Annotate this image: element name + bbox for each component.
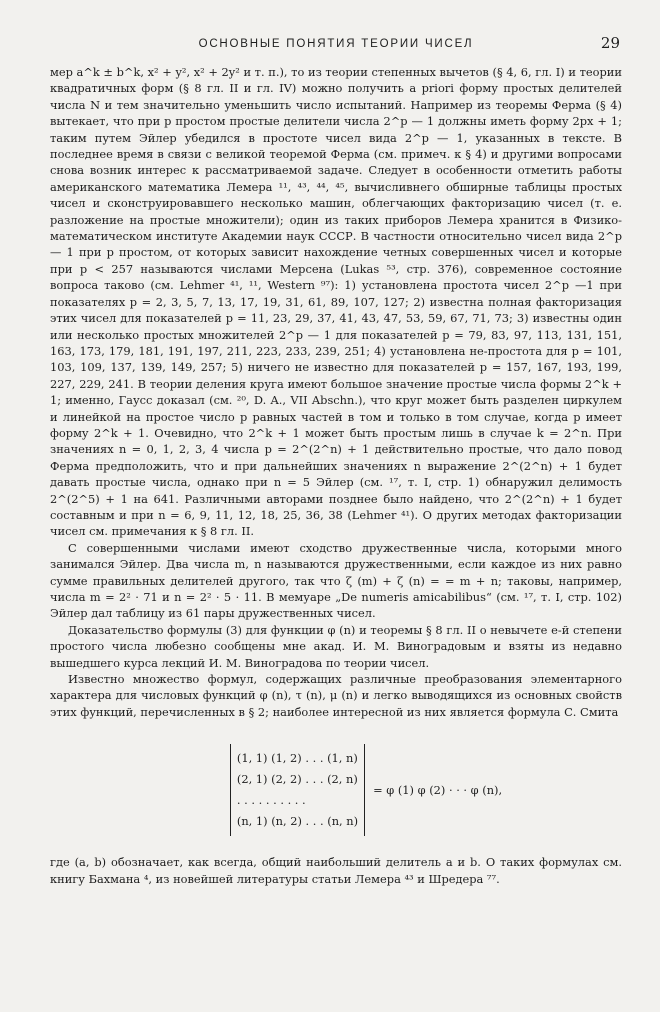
paragraph-proof-credit: Доказательство формулы (3) для функции φ (n) и теоремы § 8 гл. II о невычете e-й степени простого числа любезно сообщены мне акад. И. М. Виноградовым и взяты из недавно вышедшего курса лекций И. М. Виноградова по теории чисел.	[50, 622, 622, 670]
page-header	[50, 36, 622, 64]
matrix-row: (2, 1) (2, 2) . . . (2, n)	[236, 772, 358, 787]
paragraph-smith-formula-intro: Известно множество формул, содержащих различные преобразования элементарного характера для числовых функций φ (n), τ (n), μ (n) и легко выводящихся из основных свойств этих функций, перечисленных в § 2; наиболее интересной из них является формула С. Смита	[50, 672, 622, 719]
paragraph-mersenne-fermat: мер a^k ± b^k, x² + y², x² + 2y² и т. п.), то из теории степенных вычетов (§ 4, 6, гл. I) и теории квадратичных форм (§ 8 гл. II и гл. IV) можно получить a priori форму простых делителей числа N и тем значительно уменьшить число испытаний. Например из теоремы Ферма (§ 4) вытекает, что при p простом простые делители числа 2^p — 1 должны иметь форму 2px + 1; таким путем Эйлер убедился в простоте чисел вида 2^p — 1, указанных в тексте. В последнее время в связи с великой теоремой Ферма (см. примеч. к § 4) и другими вопросами снова возник интерес к рассматриваемой задаче. Следует в особенности отметить работы американского математика Лемера ¹¹, ⁴³, ⁴⁴, ⁴⁵, вычисливнего обширные таблицы простых чисел и сконструировавшего несколько машин, облегчающих факторизацию чисел (т. е. разложение на простые множители); один из таких приборов Лемера хранится в Физико-математическом институте Академии наук СССР. В частности относительно чисел вида 2^p — 1 при p простом, от которых зависит нахождение четных совершенных чисел и которые при p < 257 называются числами Мерсена (Lukas ⁵³, стр. 376), современное состояние вопроса таково (см. Lehmer ⁴¹, ¹¹, Western ⁹⁷): 1) установлена простота чисел 2^p —1 при показателях p = 2, 3, 5, 7, 13, 17, 19, 31, 61, 89, 107, 127; 2) известна полная факторизация этих чисел для показателей p = 11, 23, 29, 37, 41, 43, 47, 53, 59, 67, 71, 73; 3) известны один или несколько простых множителей 2^p — 1 для показателей p = 79, 83, 97, 113, 131, 151, 163, 173, 179, 181, 191, 197, 211, 223, 233, 239, 251; 4) установлена не-простота для p = 101, 103, 109, 137, 139, 149, 257; 5) ничего не известно для показателей p = 157, 167, 193, 199, 227, 229, 241. В теории деления круга имеют большое значение простые числа формы 2^k + 1; именно, Гаусс доказал (см. ²⁰, D. A., VII Abschn.), что круг может быть разделен циркулем и линейкой на простое число p равных частей в том и только в том случае, когда p имеет форму 2^k + 1. Очевидно, что 2^k + 1 может быть простым лишь в случае k = 2^n. При значениях n = 0, 1, 2, 3, 4 числа p = 2^(2^n) + 1 действительно простые, что дало повод Ферма предположить, что и при дальнейших значениях n выражение 2^(2^n) + 1 будет давать простые числа, однако при n = 5 Эйлер (см. ¹⁷, т. I, стр. 1) обнаружил делимость 2^(2^5) + 1 на 641. Различными авторами позднее было найдено, что 2^(2^n) + 1 будет составным и при n = 6, 9, 11, 12, 18, 25, 36, 38 (Lehmer ⁴¹). О других методах факторизации чисел см. примечания к § 8 гл. II.	[50, 65, 622, 539]
matrix-row: . . . . . . . . . .	[236, 793, 306, 808]
matrix-row: (1, 1) (1, 2) . . . (1, n)	[236, 751, 358, 766]
smith-determinant-formula	[110, 744, 622, 836]
determinant-matrix	[230, 744, 365, 836]
paragraph-closing: где (a, b) обозначает, как всегда, общий наибольший делитель a и b. О таких формулах см. книгу Бахмана ⁴, из новейшей литературы статьи Лемера ⁴³ и Шредера ⁷⁷.	[50, 855, 622, 886]
matrix-row: (n, 1) (n, 2) . . . (n, n)	[236, 814, 359, 829]
paragraph-amicable-numbers: С совершенными числами имеют сходство дружественные числа, которыми много занимался Эйлер. Два числа m, n называются дружественными, если каждое из них равно сумме правильных делителей другого, так что ζ (m) + ζ (n) = = m + n; таковы, например, числа m = 2² · 71 и n = 2² · 5 · 11. В мемуаре „De numeris amicabilibus“ (см. ¹⁷, т. I, стр. 102) Эйлер дал таблицу из 61 пары дружественных чисел.	[50, 540, 622, 621]
running-title: ОСНОВНЫЕ ПОНЯТИЯ ТЕОРИИ ЧИСЕЛ	[198, 38, 474, 50]
page-number: 29	[600, 34, 620, 52]
formula-right-side: = φ (1) φ (2) · · · φ (n),	[373, 783, 503, 798]
